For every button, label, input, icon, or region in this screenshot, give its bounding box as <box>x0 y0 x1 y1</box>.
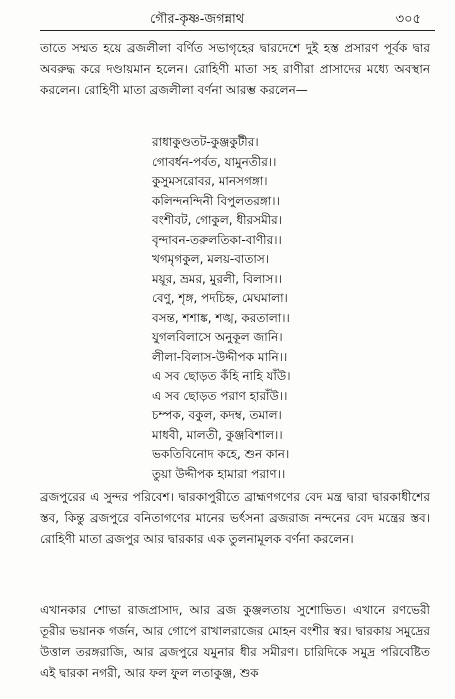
verse-line: গোবর্ধন-পর্বত, যামুনতীর।। <box>152 154 277 169</box>
verse-line: চম্পক, বকুল, কদম্ব, তমাল। <box>152 408 282 422</box>
verse-line: মাধবী, মালতী, কুঞ্জবিশাল।। <box>152 427 283 442</box>
verse-line: খগমৃগকুল, মলয়-বাতাস। <box>152 252 270 266</box>
page-number: ৩০৫ <box>395 12 421 27</box>
verse-line: বসন্ত, শশাঙ্ক, শঙ্খ, করতালা।। <box>152 310 290 325</box>
verse-line: বৃন্দাবন-তরুলতিকা-বাণীর।। <box>152 232 282 247</box>
paragraph-text: ব্রজপুরের এ সুন্দর পরিবেশ। দ্বারকাপুরীতে ব্রাহ্মণগণের বেদ মন্ত্র দ্বারা দ্বারকাধীশের স্তব, কিন্তু ব্রজপুরে বনিতাগণের মানের ভর্ৎসনা ব্রজরাজ নন্দনের বেদ মন্ত্রের স্তব। রোহিণী মাতা ব্রজপুর আর দ্বারকার এক তুলনামূলক বর্ণনা করলেন। <box>40 490 430 546</box>
verse-line: কলিন্দনন্দিনী বিপুলতরঙ্গা।। <box>152 193 280 208</box>
verse-line: রাধাকুণ্ডতট-কুঞ্জকুটীর। <box>152 135 259 149</box>
verse-line: তুয়া উদ্দীপক হামারা পরাণ।। <box>152 466 286 481</box>
verse-line: এ সব ছোড়ত পরাণ হারাঁউ।। <box>152 388 288 403</box>
running-title: গৌর-কৃষ্ণ-জগন্নাথ <box>150 12 245 27</box>
verse-line: বেণু, শৃঙ্গ, পদচিহ্ন, মেঘমালা। <box>152 291 288 305</box>
paragraph-description <box>40 600 430 684</box>
paragraph-comparison <box>40 487 430 550</box>
paragraph-text: এখানকার শোভা রাজপ্রাসাদ, আর ব্রজ কুঞ্জলতায় সুশোভিত। এখানে রণভেরী তূরীর ভয়ানক গর্জন, আর গোপে রাখালরাজের মোহন বংশীর স্বর। দ্বারকায় সমুদ্রের উত্তাল তরঙ্গরাজি, আর ব্রজপুরে যমুনার ধীর সমীরণ। চারিদিকে সমুদ্র পরিবেষ্টিত এই দ্বারকা নগরী, আর ফল ফুল লতাকুঞ্জ, শুক <box>40 603 430 680</box>
verse-line: কুসুমসরোবর, মানসগঙ্গা। <box>152 174 268 188</box>
header-rule <box>40 30 435 31</box>
verse-line: এ সব ছোড়ত কঁহি নাহি যাঁউ। <box>152 369 291 383</box>
paragraph-text: তাতে সম্মত হয়ে ব্রজলীলা বর্ণিত সভাগৃহের দ্বারদেশে দুই হস্ত প্রসারণ পূর্বক দ্বার অবরুদ্ধ করে দণ্ডায়মান হলেন। রোহিণী মাতা সহ রাণীরা প্রাসাদের মধ্যে অবস্থান করলেন। রোহিণী মাতা ব্রজলীলা বর্ণনা আরম্ভ করলেন— <box>40 41 430 97</box>
verse-line: লীলা-বিলাস-উদ্দীপক মানি।। <box>152 349 288 364</box>
verse-line: ভকতিবিনোদ কহে, শুন কান। <box>152 447 290 461</box>
page-header <box>0 10 455 30</box>
verse-line: যুগলবিলাসে অনুকূল জানি। <box>152 330 283 344</box>
verse-line: বংশীবট, গোকুল, ধীরসমীর। <box>152 213 283 227</box>
verse-line: ময়ূর, ভ্রমর, মুরলী, বিলাস।। <box>152 271 282 286</box>
paragraph-intro <box>40 38 430 101</box>
verse-block <box>152 133 442 484</box>
